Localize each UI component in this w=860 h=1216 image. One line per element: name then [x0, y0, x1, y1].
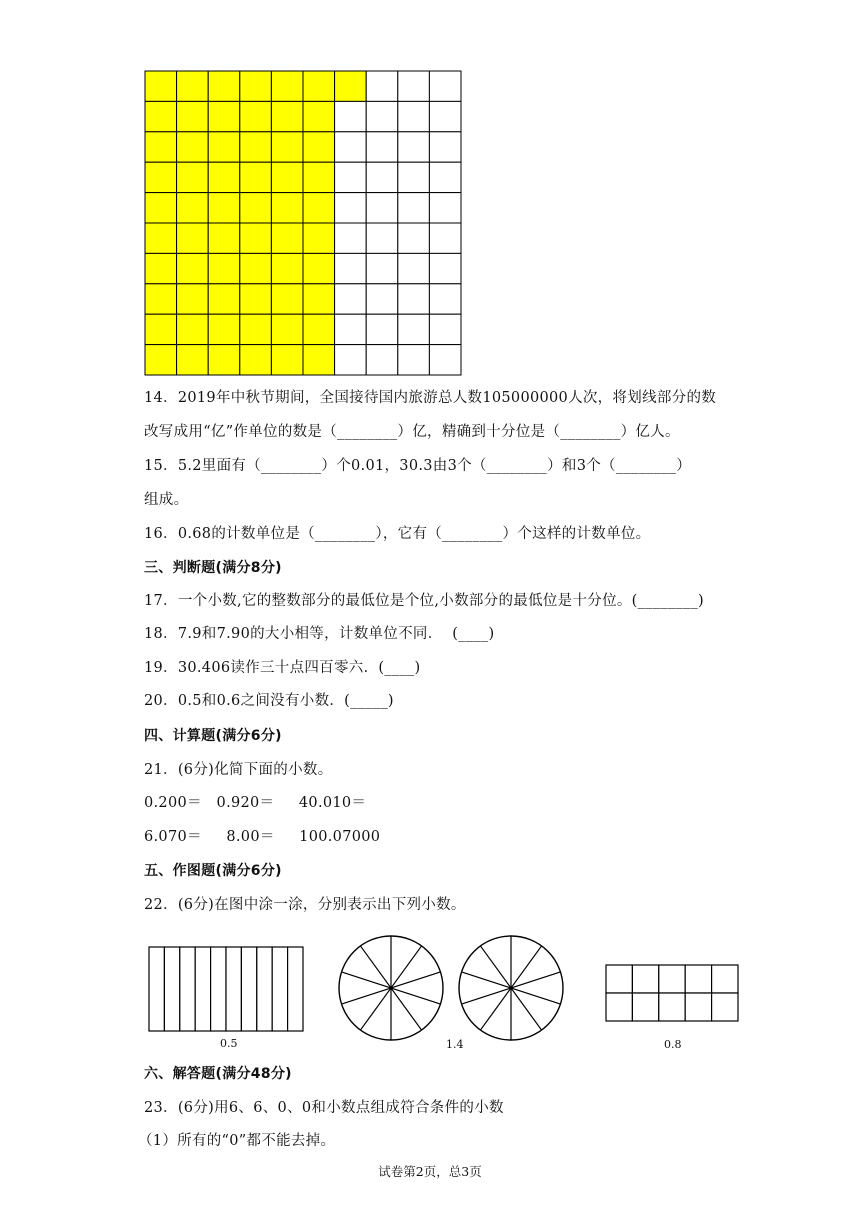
rect-grid-cell: [659, 993, 685, 1021]
grid-cell-shaded: [240, 162, 272, 192]
grid-cell-shaded: [145, 162, 177, 192]
grid-cell-shaded: [177, 345, 209, 375]
section-3-heading: 三、判断题(满分8分): [144, 560, 282, 576]
grid-cell-shaded: [145, 223, 177, 253]
circle-figure-1: [336, 933, 446, 1043]
question-14-line1: 14．2019年中秋节期间，全国接待国内旅游总人数105000000人次，将划线部分的数: [144, 390, 717, 406]
grid-cell: [335, 345, 367, 375]
grid-cell-shaded: [303, 345, 335, 375]
grid-cell-shaded: [208, 345, 240, 375]
grid-cell-shaded: [271, 284, 303, 314]
grid-cell-shaded: [271, 314, 303, 344]
grid-cell-shaded: [240, 284, 272, 314]
grid-cell-shaded: [335, 71, 367, 101]
grid-cell-shaded: [240, 193, 272, 223]
grid-cell-shaded: [208, 101, 240, 131]
grid-cell: [398, 101, 430, 131]
grid-cell: [398, 71, 430, 101]
grid-cell: [398, 132, 430, 162]
question-20: 20．0.5和0.6之间没有小数．(_____): [144, 693, 394, 709]
grid-cell-shaded: [240, 223, 272, 253]
caption-0-5: 0.5: [220, 1037, 238, 1050]
grid-cell: [398, 162, 430, 192]
strip-cell: [226, 947, 241, 1031]
grid-cell: [335, 253, 367, 283]
grid-cell: [429, 253, 461, 283]
question-15-line1: 15．5.2里面有（________）个0.01，30.3由3个（________）和3个（________）: [144, 458, 692, 474]
grid-cell-shaded: [271, 345, 303, 375]
grid-cell-shaded: [208, 314, 240, 344]
grid-cell-shaded: [208, 162, 240, 192]
strip-cell: [241, 947, 256, 1031]
grid-cell: [429, 345, 461, 375]
grid-cell-shaded: [240, 71, 272, 101]
page-footer: 试卷第2页，总3页: [378, 1164, 482, 1179]
grid-cell-shaded: [303, 193, 335, 223]
rect-grid-cell: [712, 965, 738, 993]
grid-cell-shaded: [303, 284, 335, 314]
grid-cell-shaded: [177, 314, 209, 344]
section-4-heading: 四、计算题(满分6分): [144, 728, 282, 744]
grid-cell: [366, 284, 398, 314]
grid-cell: [398, 253, 430, 283]
grid-cell-shaded: [208, 223, 240, 253]
section-6-heading: 六、解答题(满分48分): [144, 1066, 292, 1082]
grid-cell-shaded: [271, 71, 303, 101]
question-14-line2: 改写成用“亿”作单位的数是（________）亿，精确到十分位是（________）亿人。: [144, 424, 680, 440]
grid-cell-shaded: [145, 101, 177, 131]
grid-cell: [335, 101, 367, 131]
grid-cell: [335, 284, 367, 314]
strip-cell: [164, 947, 179, 1031]
grid-cell-shaded: [271, 223, 303, 253]
question-23: 23．(6分)用6、6、0、0和小数点组成符合条件的小数: [144, 1100, 504, 1116]
grid-cell: [398, 314, 430, 344]
grid-cell-shaded: [303, 71, 335, 101]
strip-cell: [211, 947, 226, 1031]
rect-grid-cell: [685, 965, 711, 993]
grid-cell: [366, 101, 398, 131]
grid-cell-shaded: [145, 345, 177, 375]
rect-grid-cell: [632, 993, 658, 1021]
grid-cell-shaded: [303, 132, 335, 162]
grid-cell-shaded: [177, 71, 209, 101]
grid-cell: [429, 71, 461, 101]
grid-cell-shaded: [303, 253, 335, 283]
vertical-strips-figure: [148, 946, 304, 1032]
grid-cell: [366, 193, 398, 223]
grid-cell-shaded: [271, 101, 303, 131]
rect-grid-cell: [606, 965, 632, 993]
section-5-heading: 五、作图题(满分6分): [144, 863, 282, 879]
strip-cell: [257, 947, 272, 1031]
question-16: 16．0.68的计数单位是（________），它有（________）个这样的计数单位。: [144, 526, 651, 542]
rect-grid-cell: [606, 993, 632, 1021]
grid-cell-shaded: [271, 132, 303, 162]
grid-cell: [366, 223, 398, 253]
circle-figure-2: [456, 933, 566, 1043]
question-21-row2: 6.070＝ 8.00＝ 100.07000: [144, 829, 381, 845]
question-21: 21．(6分)化简下面的小数。: [144, 762, 333, 778]
question-17: 17．一个小数,它的整数部分的最低位是个位,小数部分的最低位是十分位。(________): [144, 593, 704, 609]
grid-cell-shaded: [145, 253, 177, 283]
grid-cell-shaded: [271, 253, 303, 283]
grid-cell: [366, 132, 398, 162]
grid-cell: [398, 284, 430, 314]
question-22: 22．(6分)在图中涂一涂，分别表示出下列小数。: [144, 897, 466, 913]
grid-cell-shaded: [177, 132, 209, 162]
grid-cell-shaded: [271, 193, 303, 223]
grid-cell-shaded: [240, 253, 272, 283]
grid-cell: [335, 162, 367, 192]
grid-cell-shaded: [145, 71, 177, 101]
grid-cell: [335, 132, 367, 162]
grid-cell: [398, 193, 430, 223]
rect-grid-cell: [659, 965, 685, 993]
rectangle-grid-figure: [605, 964, 739, 1022]
strip-cell: [272, 947, 287, 1031]
question-19: 19．30.406读作三十点四百零六．(____): [144, 660, 421, 676]
question-21-row1: 0.200＝ 0.920＝ 40.010＝: [144, 795, 367, 811]
grid-cell-shaded: [145, 193, 177, 223]
grid-cell-shaded: [177, 253, 209, 283]
grid-cell-shaded: [303, 101, 335, 131]
grid-cell-shaded: [145, 284, 177, 314]
rect-grid-cell: [712, 993, 738, 1021]
rect-grid-cell: [685, 993, 711, 1021]
grid-cell: [366, 345, 398, 375]
question-15-line2: 组成。: [144, 492, 189, 508]
grid-cell: [429, 223, 461, 253]
grid-cell: [335, 223, 367, 253]
grid-cell-shaded: [303, 162, 335, 192]
grid-cell-shaded: [271, 162, 303, 192]
grid-cell-shaded: [145, 314, 177, 344]
grid-cell: [429, 193, 461, 223]
grid-cell-shaded: [177, 101, 209, 131]
strip-cell: [149, 947, 164, 1031]
grid-cell: [366, 162, 398, 192]
caption-1-4: 1.4: [446, 1038, 464, 1051]
caption-0-8: 0.8: [664, 1038, 682, 1051]
grid-cell-shaded: [208, 253, 240, 283]
grid-cell-shaded: [177, 223, 209, 253]
grid-cell-shaded: [240, 101, 272, 131]
grid-cell-shaded: [208, 132, 240, 162]
grid-cell-shaded: [177, 193, 209, 223]
grid-cell: [335, 314, 367, 344]
question-18: 18．7.9和7.90的大小相等，计数单位不同． (____): [144, 626, 495, 642]
grid-cell: [366, 253, 398, 283]
grid-cell-shaded: [240, 345, 272, 375]
grid-cell-shaded: [303, 314, 335, 344]
grid-cell-shaded: [145, 132, 177, 162]
grid-cell: [335, 193, 367, 223]
grid-cell-shaded: [240, 314, 272, 344]
grid-cell: [429, 101, 461, 131]
strip-cell: [195, 947, 210, 1031]
grid-cell-shaded: [303, 223, 335, 253]
grid-cell: [398, 345, 430, 375]
rect-grid-cell: [632, 965, 658, 993]
grid-cell: [429, 314, 461, 344]
strip-cell: [288, 947, 303, 1031]
grid-cell-shaded: [177, 284, 209, 314]
grid-cell-shaded: [208, 284, 240, 314]
grid-cell: [429, 284, 461, 314]
hundred-square-grid: [144, 70, 462, 376]
grid-cell-shaded: [240, 132, 272, 162]
grid-cell: [366, 71, 398, 101]
grid-cell: [398, 223, 430, 253]
grid-cell-shaded: [208, 193, 240, 223]
question-23-sub1: （1）所有的“0”都不能去掉。: [138, 1133, 336, 1149]
grid-cell-shaded: [177, 162, 209, 192]
grid-cell-shaded: [208, 71, 240, 101]
grid-cell: [366, 314, 398, 344]
grid-cell: [429, 132, 461, 162]
strip-cell: [180, 947, 195, 1031]
grid-cell: [429, 162, 461, 192]
